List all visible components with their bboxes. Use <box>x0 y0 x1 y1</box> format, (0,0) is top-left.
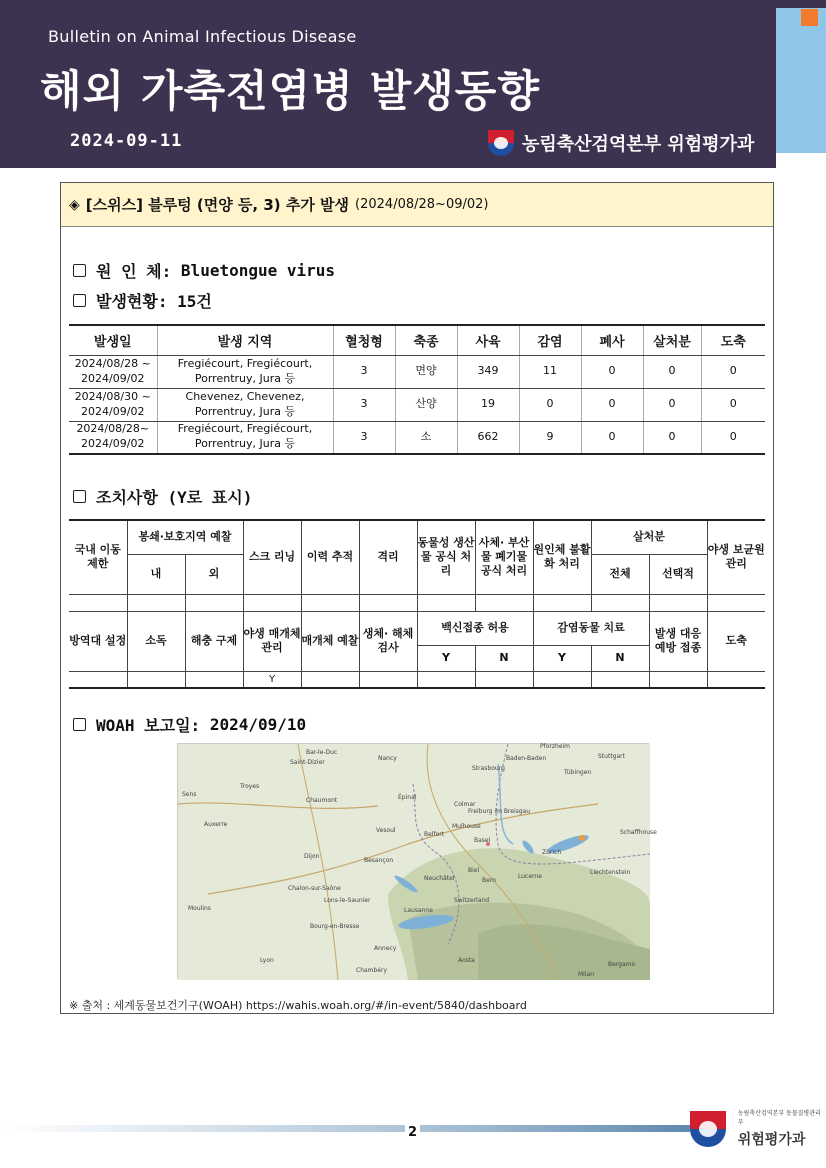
cell-region: Fregiécourt, Fregiécourt, Porrentruy, Jura 등 <box>157 421 333 454</box>
cell-date: 2024/08/28 ~ 2024/09/02 <box>69 355 157 388</box>
measure-quarantine: 격리 <box>359 520 417 594</box>
pathogen-line <box>73 259 335 282</box>
measure-carcass-disposal: 사체· 부산물 폐기물 공식 처리 <box>475 520 533 594</box>
measure-tracing: 이력 추적 <box>301 520 359 594</box>
report-box <box>60 182 774 1014</box>
map-label: Switzerland <box>454 897 489 904</box>
map-label: Neuchâtel <box>424 875 455 882</box>
measure-lab-test: 생체· 해체 검사 <box>359 611 417 671</box>
map-label: Bergamo <box>608 961 636 968</box>
map-label: Vesoul <box>376 827 396 834</box>
measure-value <box>69 671 127 688</box>
measures-upper-values <box>69 594 765 611</box>
map-label: Chalon-sur-Saône <box>288 885 341 892</box>
measure-zone-out: 외 <box>185 554 243 594</box>
woah-label: WOAH 보고일: <box>96 716 201 735</box>
taegeuk-logo-icon <box>690 1111 726 1147</box>
footer-gradient-line <box>0 1125 690 1132</box>
accent-block-orange <box>801 9 818 26</box>
source-note: ※ 출처 : 세계동물보건기구(WOAH) https://wahis.woah.org/#/in-event/5840/dashboard <box>69 999 527 1012</box>
map-label: Strasbourg <box>472 765 505 772</box>
section-title: [스위스] 블루텅 (면양 등, 3) 추가 발생 <box>85 196 350 214</box>
map-label: Schaffhouse <box>620 829 657 836</box>
col-header: 살처분 <box>643 325 701 355</box>
checkbox-bullet-icon <box>73 718 86 731</box>
measure-value <box>649 671 707 688</box>
cell-slaughtered: 0 <box>701 388 765 421</box>
cell-susceptible: 349 <box>457 355 519 388</box>
measures-lower-header-1 <box>69 611 765 645</box>
status-value: 15건 <box>177 292 212 311</box>
measure-value <box>591 671 649 688</box>
cell-species: 산양 <box>395 388 457 421</box>
measure-value <box>591 594 649 611</box>
accent-block-dark <box>776 0 826 8</box>
cell-culled: 0 <box>643 421 701 454</box>
map-label: Saint-Dizier <box>290 759 325 766</box>
footer-org-small: 농림축산검역본부 동물질병관리부 <box>737 1110 821 1126</box>
measure-treatment: 감염동물 치료 <box>533 611 649 645</box>
col-header: 도축 <box>701 325 765 355</box>
pathogen-label: 원 인 체: <box>96 262 172 281</box>
measure-value: Y <box>243 671 301 688</box>
measure-slaughter: 도축 <box>707 611 765 671</box>
measure-value <box>359 671 417 688</box>
map-label: Zürich <box>542 849 562 856</box>
map-label: Basel <box>474 837 491 844</box>
outbreak-marker-icon <box>579 835 585 841</box>
measure-value <box>475 594 533 611</box>
outbreak-map <box>177 743 657 979</box>
map-label: Tübingen <box>564 769 592 776</box>
cell-serotype: 3 <box>333 388 395 421</box>
map-label: Moulins <box>188 905 211 912</box>
map-label: Annecy <box>374 945 397 952</box>
header-org <box>488 130 754 156</box>
measure-value <box>301 671 359 688</box>
map-label: Liechtenstein <box>590 869 631 876</box>
table-row <box>69 355 765 388</box>
measure-value <box>475 671 533 688</box>
map-label: Stuttgart <box>598 753 625 760</box>
map-label: Baden-Baden <box>506 755 547 762</box>
cell-deaths: 0 <box>581 421 643 454</box>
woah-value: 2024/09/10 <box>209 715 307 734</box>
cell-species: 소 <box>395 421 457 454</box>
measure-value <box>243 594 301 611</box>
measure-cull-all: 전체 <box>591 554 649 594</box>
cell-region: Chevenez, Chevenez, Porrentruy, Jura 등 <box>157 388 333 421</box>
cell-slaughtered: 0 <box>701 421 765 454</box>
footer-org <box>738 1108 826 1149</box>
section-title-band <box>61 183 773 227</box>
woah-line <box>73 713 306 736</box>
table-row <box>69 421 765 454</box>
measure-product-disposal: 동물성 생산물 공식 처리 <box>417 520 475 594</box>
measure-value <box>649 594 707 611</box>
bulletin-date: 2024-09-11 <box>70 131 183 151</box>
footer-logo <box>690 1108 826 1149</box>
map-label: Biel <box>468 867 480 874</box>
cell-date: 2024/08/30 ~ 2024/09/02 <box>69 388 157 421</box>
measure-value <box>707 671 765 688</box>
cell-serotype: 3 <box>333 421 395 454</box>
col-header: 폐사 <box>581 325 643 355</box>
header-org-label: 농림축산검역본부 위험평가과 <box>522 134 755 155</box>
measures-table <box>69 519 765 689</box>
map-label: Aosta <box>458 957 475 964</box>
cell-species: 면양 <box>395 355 457 388</box>
measure-value <box>301 594 359 611</box>
checkbox-bullet-icon <box>73 490 86 503</box>
map-label: Lyon <box>260 957 274 964</box>
page-number: 2 <box>405 1125 420 1140</box>
map-label: Lucerne <box>518 873 542 880</box>
map-label: Freiburg im Breisgau <box>468 808 531 815</box>
measures-title: 조치사항 (Y로 표시) <box>96 488 253 507</box>
map-label: Besançon <box>364 857 394 864</box>
measure-value <box>707 594 765 611</box>
map-label: Colmar <box>454 801 476 808</box>
cell-serotype: 3 <box>333 355 395 388</box>
map-label: Chambéry <box>356 967 388 974</box>
map-label: Chaumont <box>306 797 338 804</box>
map-label: Bourg-en-Bresse <box>310 923 360 930</box>
cell-cases: 11 <box>519 355 581 388</box>
col-header: 발생일 <box>69 325 157 355</box>
measures-upper-header-1 <box>69 520 765 554</box>
measure-disinfection: 소독 <box>127 611 185 671</box>
page-title: 해외 가축전염병 발생동향 <box>40 67 540 117</box>
map-label: Bar-le-Duc <box>306 749 338 756</box>
measure-vaccination: 백신접종 허용 <box>417 611 533 645</box>
measure-value <box>533 671 591 688</box>
measure-cull-selective: 선택적 <box>649 554 707 594</box>
measure-value <box>417 594 475 611</box>
measure-value <box>533 594 591 611</box>
checkbox-bullet-icon <box>73 264 86 277</box>
map-label: Lons-le-Saunier <box>324 897 371 904</box>
measure-value <box>127 594 185 611</box>
cell-susceptible: 662 <box>457 421 519 454</box>
map-label: Sens <box>182 791 197 798</box>
measure-zone: 봉쇄·보호지역 예찰 <box>127 520 243 554</box>
measure-value <box>359 594 417 611</box>
map-label: Lausanne <box>404 907 433 914</box>
bulletin-subtitle: Bulletin on Animal Infectious Disease <box>48 27 357 46</box>
measure-value <box>127 671 185 688</box>
measure-treat-yes: Y <box>533 645 591 671</box>
map-label: Auxerre <box>204 821 228 828</box>
col-header: 감염 <box>519 325 581 355</box>
map-label: Belfort <box>424 831 445 838</box>
status-line <box>73 289 212 312</box>
measure-vector-surveillance: 매개체 예찰 <box>301 611 359 671</box>
map-canvas <box>178 743 657 980</box>
measure-zoning: 방역대 설정 <box>69 611 127 671</box>
measure-vacc-no: N <box>475 645 533 671</box>
cell-cases: 9 <box>519 421 581 454</box>
col-header: 혈청형 <box>333 325 395 355</box>
cell-slaughtered: 0 <box>701 355 765 388</box>
measures-line <box>73 485 252 508</box>
map-label: Épinal <box>398 794 417 801</box>
measure-movement: 국내 이동 제한 <box>69 520 127 594</box>
col-header: 사육 <box>457 325 519 355</box>
checkbox-bullet-icon <box>73 294 86 307</box>
measure-value <box>185 594 243 611</box>
cell-deaths: 0 <box>581 355 643 388</box>
footer-org-big: 위험평가과 <box>737 1132 806 1148</box>
map-label: Dijon <box>304 853 320 860</box>
map-label: Nancy <box>378 755 397 762</box>
cell-cases: 0 <box>519 388 581 421</box>
outbreak-header-row <box>69 325 765 355</box>
section-period: (2024/08/28~09/02) <box>355 197 489 212</box>
cell-susceptible: 19 <box>457 388 519 421</box>
measure-wildlife-reservoir: 야생 보균원 관리 <box>707 520 765 594</box>
measure-wild-vector: 야생 매개체 관리 <box>243 611 301 671</box>
pathogen-value: Bluetongue virus <box>180 261 336 280</box>
measure-pest-control: 해충 구제 <box>185 611 243 671</box>
col-header: 축종 <box>395 325 457 355</box>
map-label: Milan <box>578 971 594 978</box>
cell-deaths: 0 <box>581 388 643 421</box>
table-row <box>69 388 765 421</box>
cell-date: 2024/08/28~ 2024/09/02 <box>69 421 157 454</box>
measure-zone-in: 내 <box>127 554 185 594</box>
diamond-bullet-icon: ◈ <box>69 196 80 213</box>
outbreak-table <box>69 324 765 455</box>
measure-preventive-vacc: 발생 대응 예방 접종 <box>649 611 707 671</box>
measure-culling: 살처분 <box>591 520 707 554</box>
map-label: Troyes <box>240 783 260 790</box>
measure-value <box>417 671 475 688</box>
col-header: 발생 지역 <box>157 325 333 355</box>
status-label: 발생현황: <box>96 292 168 311</box>
cell-culled: 0 <box>643 388 701 421</box>
map-label: Bern <box>482 877 496 884</box>
measure-screening: 스크 리닝 <box>243 520 301 594</box>
measure-treat-no: N <box>591 645 649 671</box>
taegeuk-logo-icon <box>488 130 514 156</box>
measure-inactivation: 원인체 불활화 처리 <box>533 520 591 594</box>
measures-lower-values <box>69 671 765 688</box>
header-banner <box>0 0 776 168</box>
measure-value <box>185 671 243 688</box>
map-label: Mulhouse <box>452 823 481 830</box>
measure-vacc-yes: Y <box>417 645 475 671</box>
cell-culled: 0 <box>643 355 701 388</box>
measure-value <box>69 594 127 611</box>
cell-region: Fregiécourt, Fregiécourt, Porrentruy, Jura 등 <box>157 355 333 388</box>
map-label: Pforzheim <box>540 743 571 750</box>
